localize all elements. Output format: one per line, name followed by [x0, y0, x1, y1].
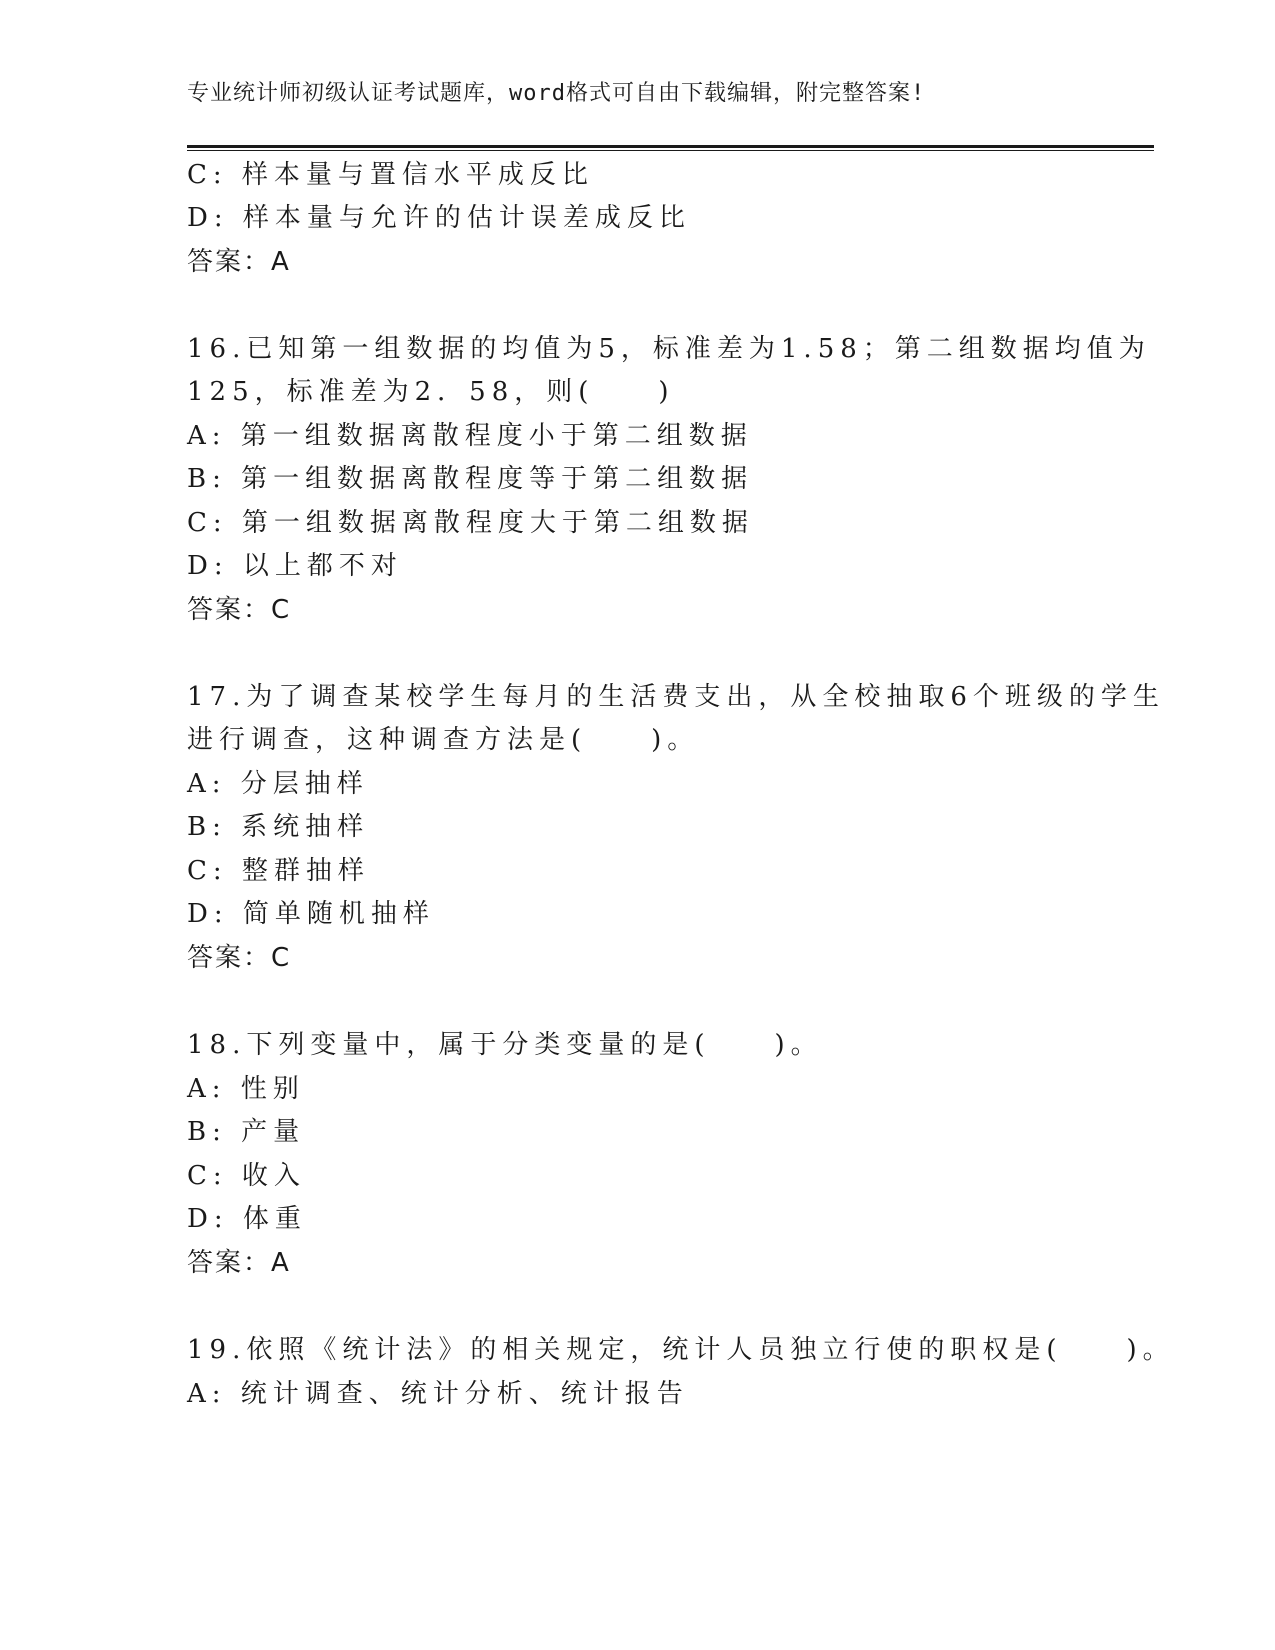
question-16-stem: 16.已知第一组数据的均值为5，标准差为1.58；第二组数据均值为	[187, 334, 1151, 364]
option-c: C: 第一组数据离散程度大于第二组数据	[187, 508, 754, 538]
option-d: D: 简单随机抽样	[187, 899, 435, 929]
answer-label: 答案：A	[187, 247, 291, 277]
option-d: D: 体重	[187, 1204, 307, 1234]
answer-label: 答案：C	[187, 943, 292, 973]
option-d: D: 样本量与允许的估计误差成反比	[187, 203, 691, 233]
answer-label: 答案：A	[187, 1248, 291, 1278]
option-b: B: 第一组数据离散程度等于第二组数据	[187, 464, 754, 494]
header-rule-thick	[187, 145, 1154, 148]
option-d: D: 以上都不对	[187, 551, 403, 581]
answer-label: 答案：C	[187, 595, 292, 625]
option-c: C: 样本量与置信水平成反比	[187, 160, 594, 190]
option-c: C: 整群抽样	[187, 856, 370, 886]
option-a: A: 第一组数据离散程度小于第二组数据	[187, 421, 753, 451]
question-17-stem: 17.为了调查某校学生每月的生活费支出，从全校抽取6个班级的学生	[187, 682, 1165, 712]
question-19-stem: 19.依照《统计法》的相关规定，统计人员独立行使的职权是( )。	[187, 1335, 1175, 1365]
option-a: A: 统计调查、统计分析、统计报告	[187, 1379, 689, 1409]
option-c: C: 收入	[187, 1161, 306, 1191]
question-18-stem: 18.下列变量中，属于分类变量的是( )。	[187, 1030, 823, 1060]
option-b: B: 系统抽样	[187, 812, 370, 842]
question-17-stem-cont: 进行调查，这种调查方法是( )。	[187, 725, 700, 755]
question-16-stem-cont: 125，标准差为2．58，则( )	[187, 377, 675, 407]
option-a: A: 分层抽样	[187, 769, 369, 799]
option-a: A: 性别	[187, 1074, 305, 1104]
page-header: 专业统计师初级认证考试题库，word格式可自由下载编辑，附完整答案!	[187, 81, 926, 106]
option-b: B: 产量	[187, 1117, 306, 1147]
header-rule-thin	[187, 150, 1154, 151]
